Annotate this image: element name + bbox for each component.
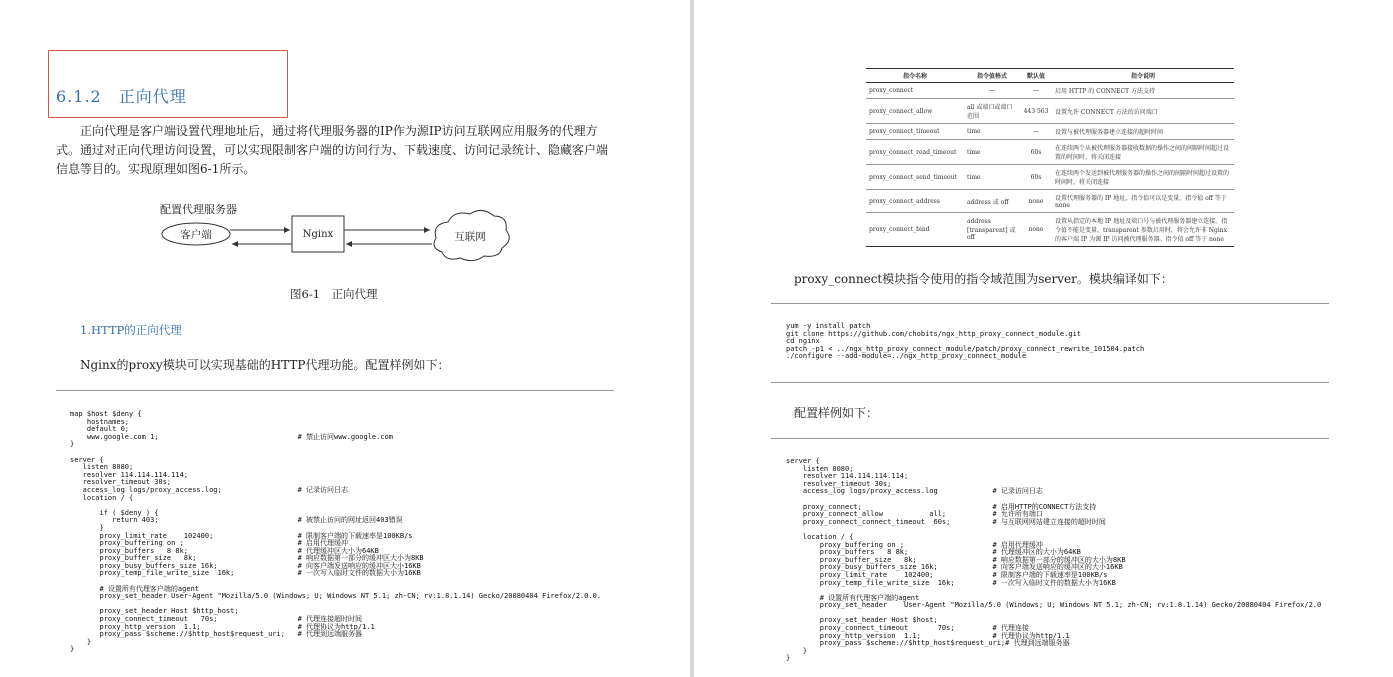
table-row [866, 83, 1234, 99]
table-cell: proxy_connect_allow [866, 99, 964, 124]
table-cell: 在连续两个发送到被代理服务器的操作之间的间隔时间超过设置的时间时，将关闭连接 [1052, 165, 1234, 190]
header-cell: 指令值格式 [964, 69, 1020, 83]
table-cell: none [1020, 190, 1052, 213]
table-cell: address [transparent] 或 off [964, 213, 1020, 247]
table-row [866, 124, 1234, 140]
code-divider [771, 382, 1329, 383]
code-block: map $host $deny { hostnames; default 0; www.google.com 1; # 禁止访问www.google.com } server { listen 8080; resolver 114.114.114.114; resolver_timeout 30s; access_log logs/proxy_access.log; # 记录访问日志 location / { if ( $deny ) { return 403; # 被禁止访问的网址返回403错误 } proxy_limit_rate 102400; # 限制客户端的下载速率是100KB/s proxy_buffering on ; # 启用代理缓冲 proxy_buffers 8 8k; # 代理缓冲区大小为64KB proxy_buffer_size 8k; # 响应数据第一部分的缓冲区大小为8KB proxy_busy_buffers_size 16k; # 向客户端发送响应的缓冲区大小16KB proxy_temp_file_write_size 16k; # 一次写入临时文件的数据大小为16KB # 设置所有代理客户端的agent proxy_set_header User-Agent "Mozilla/5.0 (Windows; U; Windows NT 5.1; zh-CN; rv:1.8.1.14) Gecko/20080404 Firefox/2.0.0. proxy_set_header Host $http_host; proxy_connect_timeout 70s; # 代理连接超时时间 proxy_http_version 1.1; # 代理协议为http/1.1 proxy_pass $scheme://$http_host$request_uri; # 代理到远端服务器 } } [70, 410, 602, 654]
page-left [0, 0, 690, 677]
directive-table [866, 68, 1234, 247]
table-row [866, 213, 1234, 247]
config-intro: Nginx的proxy模块可以实现基础的HTTP代理功能。配置样例如下： [80, 358, 450, 372]
arrowhead-icon [284, 227, 290, 233]
table-row [866, 99, 1234, 124]
table-cell: — [964, 83, 1020, 99]
intro-paragraph [56, 122, 616, 179]
client-label: 客户端 [180, 229, 212, 241]
figure-caption: 图6-1 正向代理 [290, 287, 378, 301]
table-cell: proxy_connect_timeout [866, 124, 964, 140]
table-cell: all 或端口或端口范围 [964, 99, 1020, 124]
table-cell: address 或 off [964, 190, 1020, 213]
table-cell: 在连续两个从被代理服务器接收数据的操作之间的间隔时间超过设置的时间时，将关闭连接 [1052, 140, 1234, 165]
proxy-config-label: 配置代理服务器 [160, 203, 237, 216]
header-cell: 默认值 [1020, 69, 1052, 83]
scope-text: proxy_connect模块指令使用的指令域范围为server。模块编译如下： [794, 272, 1173, 286]
table-cell: — [1020, 83, 1052, 99]
table-cell: proxy_connect_read_timeout [866, 140, 964, 165]
table-cell: 启用 HTTP 的 CONNECT 方法支持 [1052, 83, 1234, 99]
config-text: 配置样例如下： [794, 406, 879, 420]
code-divider [771, 303, 1329, 304]
nginx-label: Nginx [302, 229, 334, 240]
table-cell: 60s [1020, 165, 1052, 190]
table-cell: 60s [1020, 140, 1052, 165]
table-cell: 设置与被代理服务器建立连接的超时时间 [1052, 124, 1234, 140]
table-header-row [866, 69, 1234, 83]
table-row [866, 190, 1234, 213]
internet-label: 互联网 [454, 231, 486, 243]
header-cell: 指令名称 [866, 69, 964, 83]
table-cell: — [1020, 124, 1052, 140]
table-cell: proxy_connect_bind [866, 213, 964, 247]
table-cell: time [964, 124, 1020, 140]
table-row [866, 165, 1234, 190]
paragraph-text: 正向代理是客户端设置代理地址后，通过将代理服务器的IP作为源IP访问互联网应用服务的代理方式。通过对正向代理访问设置，可以实现限制客户端的访问行为、下载速度、访问记录统计、隐藏客户端信息等目的。实现原理如图6-1所示。 [56, 124, 609, 176]
table-cell: proxy_connect_send_timeout [866, 165, 964, 190]
table-cell: 设置从指定的本地 IP 地址及端口号与被代理服务器建立连接。指令值不能是变量。transparent 参数启用时，将会允许非 Nginx 的客户端 IP 为源 IP 访问被代理服务器。指令值 off 等于 none [1052, 213, 1234, 247]
table-cell: 设置允许 CONNECT 方法的访问端口 [1052, 99, 1234, 124]
code-divider [771, 438, 1329, 439]
table-cell: time [964, 140, 1020, 165]
code-divider [56, 390, 614, 391]
table-cell: 443 563 [1020, 99, 1052, 124]
compile-code-block: yum -y install patch git clone https://github.com/chobits/ngx_http_proxy_connect_module.git cd nginx patch -p1 < ../ngx_http_proxy_connect_module/patch/proxy_connect_rewrite_101504.patch ./configure --add-module=../ngx_http_proxy_connect_module [786, 322, 1145, 361]
arrowhead-icon [232, 241, 238, 247]
table-cell: proxy_connect [866, 83, 964, 99]
table-cell: time [964, 165, 1020, 190]
table-cell: proxy_connect_address [866, 190, 964, 213]
header-cell: 指令说明 [1052, 69, 1234, 83]
table-cell: 设置代理服务器的 IP 地址，指令值可以是变量。指令值 off 等于 none [1052, 190, 1234, 213]
arrowhead-icon [346, 241, 352, 247]
forward-proxy-diagram [150, 200, 510, 280]
config-code-block: server { listen 8080; resolver 114.114.114.114; resolver_timeout 30s; access_log logs/proxy_access.log # 记录访问日志 proxy_connect; # 启用HTTP的CONNECT方法支持 proxy_connect_allow all; # 允许所有端口 proxy_connect_connect_timeout 60s; # 与互联网网站建立连接的超时时间 location / { proxy_buffering on ; # 启用代理缓冲 proxy_buffers 8 8k; # 代理缓冲区的大小为64KB proxy_buffer_size 8k; # 响应数据第一部分的缓冲区的大小为8KB proxy_busy_buffers_size 16k; # 向客户端发送响应的缓冲区的大小16KB proxy_limit_rate 102400; # 限制客户端的下载速率是100KB/s proxy_temp_file_write_size 16k; # 一次写入临时文件的数据大小为16KB # 设置所有代理客户端的agent proxy_set_header User-Agent "Mozilla/5.0 (Windows; U; Windows NT 5.1; zh-CN; rv:1.8.1.14) Gecko/20080404 Firefox/2.0 proxy_set_header Host $host; proxy_connect_timeout 70s; # 代理连接 proxy_http_version 1.1; # 代理协议为http/1.1 proxy_pass $scheme://$http_host$request_uri;# 代理到远端服务器 } } [786, 457, 1322, 663]
arrowhead-icon [424, 227, 430, 233]
section-title: 6.1.2 正向代理 [56, 87, 187, 106]
table-row [866, 140, 1234, 165]
table-cell: none [1020, 213, 1052, 247]
subheading: 1.HTTP的正向代理 [80, 323, 182, 337]
